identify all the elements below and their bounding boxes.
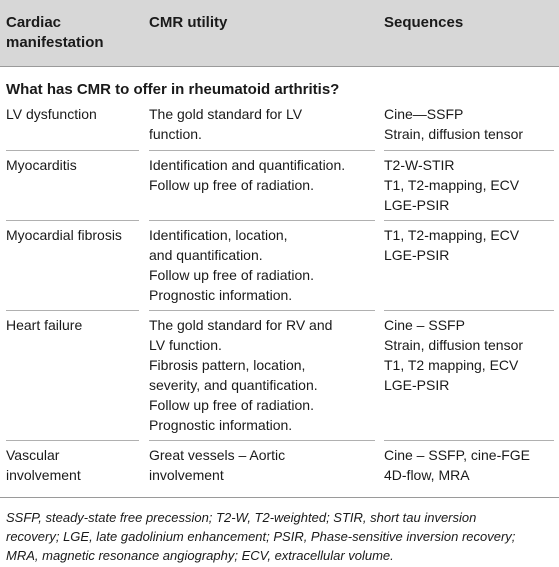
- cell-sequences: [384, 104, 559, 144]
- cell-line: The gold standard for RV and: [149, 317, 333, 333]
- row-divider: [384, 310, 554, 311]
- row-divider: [384, 440, 554, 441]
- cell-manifestation: [6, 225, 144, 245]
- cell-utility: [149, 445, 381, 485]
- row-divider: [384, 150, 554, 151]
- cell-line: Prognostic information.: [149, 287, 293, 303]
- row-divider: [6, 220, 139, 221]
- cell-line: involvement: [149, 467, 224, 483]
- section-title: What has CMR to offer in rheumatoid arthritis?: [6, 81, 340, 98]
- row-divider: [384, 220, 554, 221]
- cell-line: LV function.: [149, 337, 222, 353]
- cell-line: Myocarditis: [6, 157, 77, 173]
- header-cmr-utility: CMR utility: [149, 14, 228, 31]
- cell-utility: [149, 225, 381, 305]
- header-cardiac-manifestation: [6, 13, 136, 53]
- row-divider: [149, 440, 375, 441]
- cell-line: The gold standard for LV: [149, 106, 303, 122]
- cell-line: involvement: [6, 467, 81, 483]
- cell-line: Cine – SSFP: [384, 317, 465, 333]
- cell-line: Great vessels – Aortic: [149, 447, 286, 463]
- abbreviations-footnote: [6, 508, 554, 565]
- cell-sequences: [384, 315, 559, 395]
- header-line: Cardiac: [6, 14, 62, 31]
- cell-line: Vascular: [6, 447, 60, 463]
- cell-utility: [149, 315, 381, 435]
- row-divider: [149, 150, 375, 151]
- cell-line: Prognostic information.: [149, 417, 293, 433]
- cell-line: Fibrosis pattern, location,: [149, 357, 306, 373]
- header-sequences: Sequences: [384, 14, 464, 31]
- cell-sequences: [384, 445, 559, 485]
- row-divider: [6, 440, 139, 441]
- cell-manifestation: [6, 315, 144, 335]
- header-line: manifestation: [6, 34, 104, 51]
- cell-line: and quantification.: [149, 247, 263, 263]
- cell-line: LGE-PSIR: [384, 247, 450, 263]
- cell-line: T1, T2-mapping, ECV: [384, 177, 520, 193]
- table-header: [0, 0, 559, 67]
- cell-line: T1, T2 mapping, ECV: [384, 357, 519, 373]
- table-bottom-rule: [0, 497, 559, 498]
- footnote-line: SSFP, steady-state free precession; T2-W, T2-weighted; STIR, short tau inversion: [6, 510, 477, 525]
- cell-line: severity, and quantification.: [149, 377, 318, 393]
- cell-manifestation: [6, 155, 144, 175]
- cell-line: Cine – SSFP, cine-FGE: [384, 447, 531, 463]
- cell-line: T2-W-STIR: [384, 157, 455, 173]
- cell-manifestation: [6, 445, 144, 485]
- cell-line: function.: [149, 126, 202, 142]
- cell-line: Heart failure: [6, 317, 83, 333]
- footnote-line: recovery; LGE, late gadolinium enhancement; PSIR, Phase-sensitive inversion recovery;: [6, 529, 516, 544]
- row-divider: [149, 310, 375, 311]
- cell-line: Follow up free of radiation.: [149, 177, 314, 193]
- row-divider: [149, 220, 375, 221]
- cell-sequences: [384, 225, 559, 265]
- cell-line: LGE-PSIR: [384, 377, 450, 393]
- row-divider: [6, 310, 139, 311]
- cell-line: Follow up free of radiation.: [149, 267, 314, 283]
- cell-line: Strain, diffusion tensor: [384, 337, 524, 353]
- cell-line: LV dysfunction: [6, 106, 97, 122]
- cell-manifestation: [6, 104, 144, 124]
- cell-line: 4D-flow, MRA: [384, 467, 470, 483]
- cell-line: Strain, diffusion tensor: [384, 126, 524, 142]
- row-divider: [6, 150, 139, 151]
- cell-line: LGE-PSIR: [384, 197, 450, 213]
- cell-sequences: [384, 155, 559, 215]
- cell-utility: [149, 155, 381, 195]
- cell-line: T1, T2-mapping, ECV: [384, 227, 520, 243]
- footnote-line: MRA, magnetic resonance angiography; ECV, extracellular volume.: [6, 548, 394, 563]
- cell-utility: [149, 104, 381, 144]
- cell-line: Myocardial fibrosis: [6, 227, 122, 243]
- cell-line: Cine—SSFP: [384, 106, 464, 122]
- cell-line: Follow up free of radiation.: [149, 397, 314, 413]
- cell-line: Identification and quantification.: [149, 157, 346, 173]
- cell-line: Identification, location,: [149, 227, 288, 243]
